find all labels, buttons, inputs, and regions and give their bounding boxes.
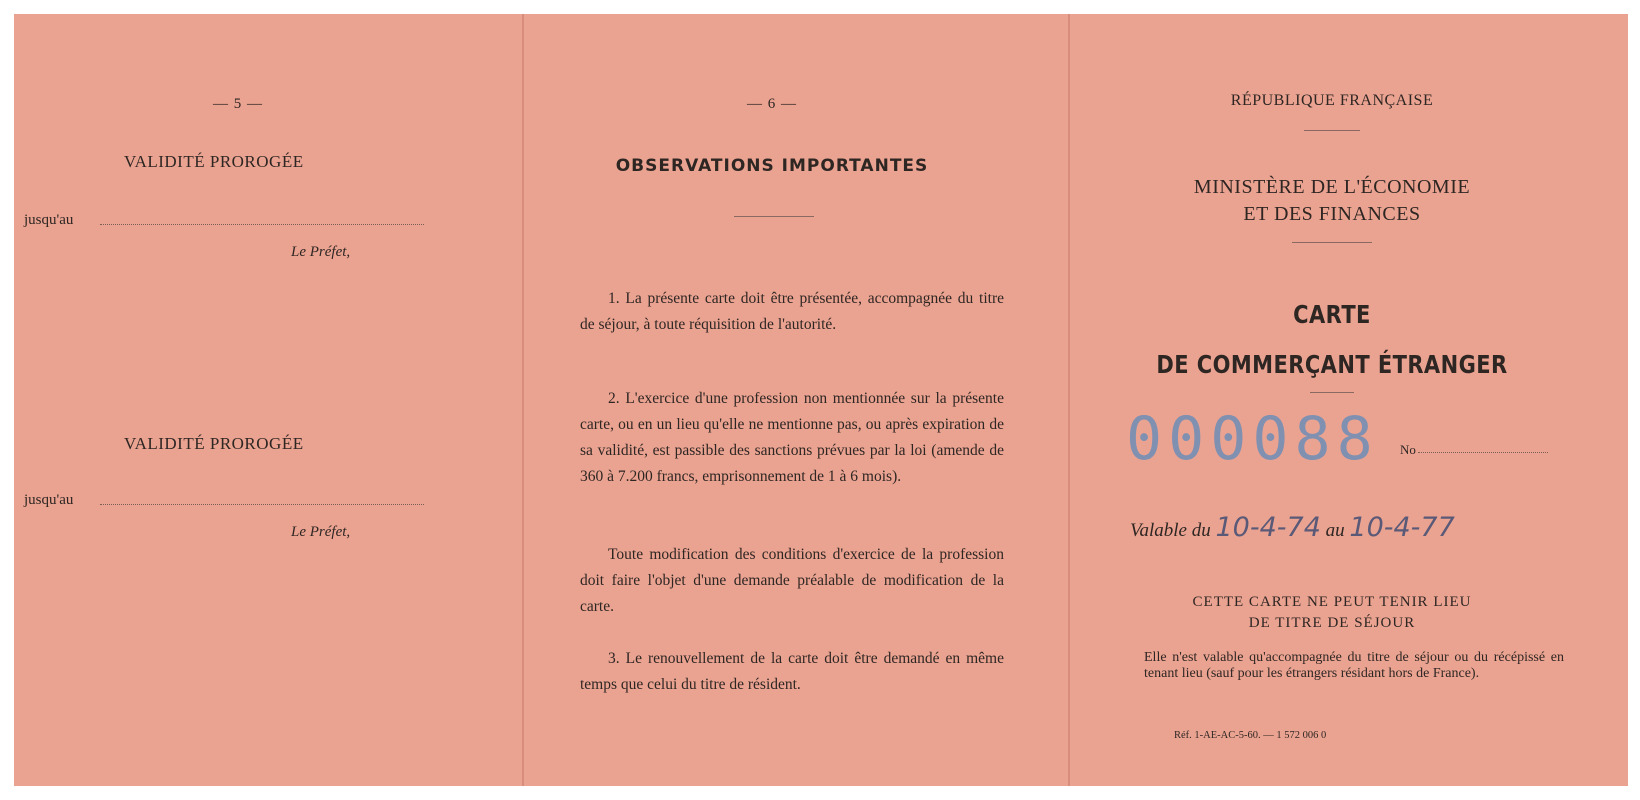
prefect-signature-label-2: Le Préfet, [291,524,351,540]
observation-1: 1. La présente carte doit être présentée, accompagnée du titre de séjour, à toute réquisition de l'autorité. [580,290,1004,333]
page-6-panel [524,14,1068,786]
ministry-line-2: ET DES FINANCES [1243,203,1421,225]
ministry-divider [1292,242,1372,243]
valid-to-label: au [1325,520,1345,541]
valid-from-date: 10-4-74 [1215,512,1321,543]
form-reference: Réf. 1-AE-AC-5-60. — 1 572 006 0 [1174,730,1327,741]
cover-panel [1072,14,1628,786]
valid-to-date: 10-4-77 [1349,512,1455,543]
fold-line-right [1068,14,1070,786]
card-title-line-1: CARTE [1293,300,1371,329]
observation-2-modification: Toute modification des conditions d'exercice de la profession doit faire l'objet d'une demande préalable de modification de la carte. [580,546,1004,615]
title-divider [734,216,814,217]
page-number-5: — 5 — [213,96,263,112]
observation-2: 2. L'exercice d'une profession non mentionnée sur la présente carte, ou en un lieu qu'elle ne mentionne pas, ou après expiration de sa validité, est passible des sanctions prévues par la loi (amende de 360 à 7.200 francs, emprisonnement de 1 à 6 mois). [580,390,1004,485]
residence-permit-notice [1072,592,1592,634]
card-title [1114,290,1551,390]
number-dotted-line [1418,452,1548,453]
observation-3: 3. Le renouvellement de la carte doit être demandé en même temps que celui du titre de résident. [580,650,1004,693]
until-label-2: jusqu'au [24,492,74,508]
until-date-line-2 [100,504,424,505]
until-date-line-1 [100,224,424,225]
ministry-line-1: MINISTÈRE DE L'ÉCONOMIE [1193,176,1471,198]
valid-from-label: Valable du [1130,520,1211,541]
title-bottom-divider [1310,392,1354,393]
number-label: No [1400,442,1416,457]
validity-condition-note: Elle n'est valable qu'accompagnée du titre de séjour ou du récépissé en tenant lieu (sauf pour les étrangers résidant hors de France). [1144,650,1564,681]
card-number-stamp: 000088 [1126,404,1379,474]
validity-extended-heading-1: VALIDITÉ PROROGÉE [124,152,304,171]
prefect-signature-label-1: Le Préfet, [291,244,351,260]
notice-line-1: CETTE CARTE NE PEUT TENIR LIEU [1192,594,1472,610]
card-title-line-2: DE COMMERÇANT ÉTRANGER [1156,350,1508,379]
important-observations-title: OBSERVATIONS IMPORTANTES [615,156,929,176]
until-label-1: jusqu'au [24,212,74,228]
validity-extended-heading-2: VALIDITÉ PROROGÉE [124,434,304,453]
republic-divider [1304,130,1360,131]
page-number-6: — 6 — [747,96,797,112]
republic-heading: RÉPUBLIQUE FRANÇAISE [1230,92,1434,109]
ministry-heading [1072,174,1592,228]
validity-dates [1130,512,1455,543]
page-5-panel [14,14,522,786]
notice-line-2: DE TITRE DE SÉJOUR [1248,615,1416,631]
folded-card-document [14,14,1628,786]
